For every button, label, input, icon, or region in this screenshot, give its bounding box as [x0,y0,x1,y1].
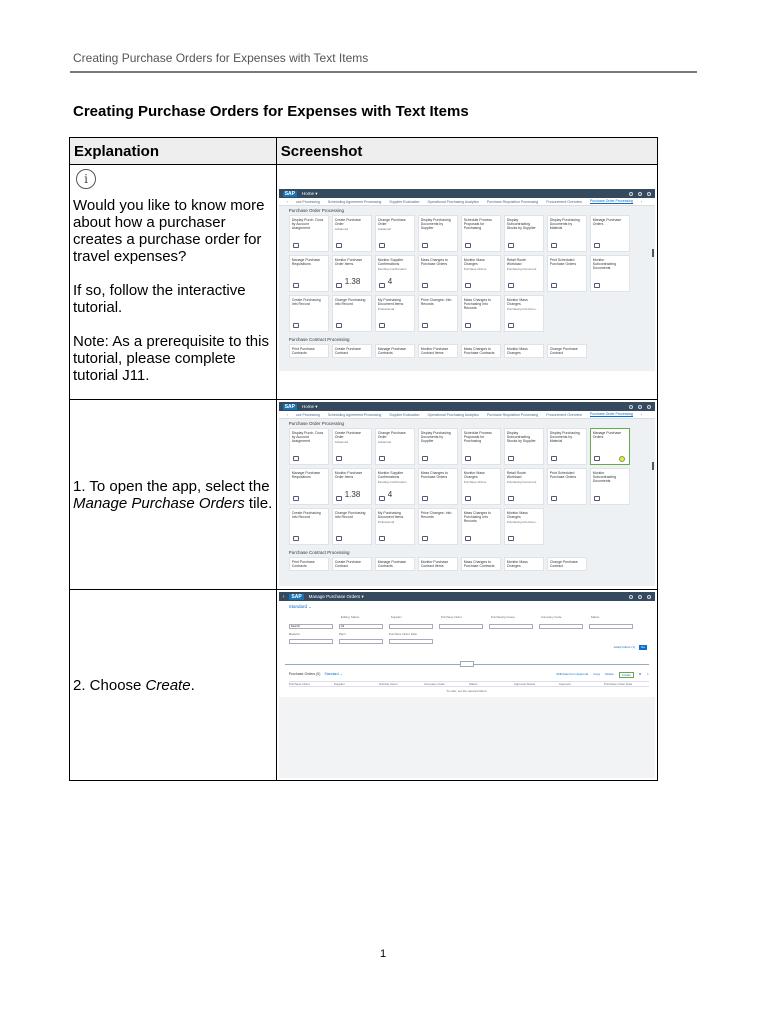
shell-icons [629,595,651,599]
app-tile[interactable] [332,468,372,505]
app-tile[interactable] [590,468,630,505]
tile-title: Change Purchase Order [377,431,406,439]
create-button[interactable]: Create [619,672,634,678]
app-tile[interactable] [504,468,544,505]
group-tab[interactable]: Purchase Order Processing [589,412,633,416]
filter-bar [289,615,649,655]
back-icon[interactable]: ‹ [282,593,285,600]
header-screenshot: Screenshot [276,138,657,165]
shell-bar [279,402,655,411]
withdraw-button[interactable]: Withdraw from Approval [556,672,589,676]
scrollbar [652,462,654,470]
tile-icon [336,283,342,288]
filter-label: Supplier [390,615,402,619]
column-header[interactable]: Number Items [378,682,398,686]
app-tile[interactable] [418,255,458,292]
tile-icon [465,536,471,541]
app-tile[interactable]: Monitor Purchase Contract Items [418,344,458,358]
filter-label: Plant [338,632,346,636]
tile-icon [336,323,342,328]
tile-icon [293,456,299,461]
app-tile[interactable] [418,508,458,545]
app-tile[interactable] [547,215,587,252]
bell-icon [638,405,642,409]
tile-icon [336,456,342,461]
tile-icon [551,496,557,501]
group-tab[interactable]: ‹ [286,199,288,204]
app-tile[interactable] [461,508,501,545]
tile-title: Mass Changes to Purchase Orders [420,471,448,479]
shell-bar [279,592,655,601]
step-text: 1. To open the app, select the [73,477,270,495]
material-input[interactable] [289,639,333,644]
group-tab[interactable]: uce Processing [295,412,320,417]
table-title: Purchase Orders (0) [288,672,321,676]
tile-title: Create Purchasing Info Record [291,298,321,306]
sap-logo: SAP [284,403,295,410]
tile-icon [594,283,600,288]
screenshot-cell [276,400,657,590]
app-tile[interactable]: Change Purchase Contract [547,344,587,358]
tile-kpi: 4 [387,490,393,499]
table-variant[interactable]: Standard ⌄ [324,672,343,676]
app-tile[interactable]: Create Purchase Contract [332,344,372,358]
group-tab[interactable]: Supplier Evaluation [389,412,420,417]
group-tab[interactable]: uce Processing [295,199,320,204]
tile-title: Display Purchasing Documents by Supplier [420,431,451,443]
tile-icon [336,496,342,501]
app-tile[interactable] [504,428,544,465]
tile-title: Display Purch. Docs by Account Assignment [291,431,324,443]
tile-icon [379,496,385,501]
tile-icon [551,243,557,248]
contract-tile-grid [279,557,655,571]
app-tile[interactable] [547,468,587,505]
app-tile[interactable] [461,215,501,252]
app-tile[interactable] [375,255,415,292]
app-tile[interactable] [289,428,329,465]
tile-title: Monitor Mass Changes [463,258,485,266]
po-app-screenshot [279,592,655,778]
tile-grid [279,215,655,332]
group-tab[interactable]: ‹ [286,412,288,417]
app-tile[interactable] [504,508,544,545]
table-row [70,400,658,590]
shell-title: Home ▾ [302,190,318,196]
app-title[interactable]: Manage Purchase Orders ▾ [308,593,364,599]
column-header[interactable]: Purchase Order Date [603,682,633,686]
column-header[interactable]: Company Code [423,682,445,686]
shell-title: Home ▾ [302,403,318,409]
tile-title: Price Changes: Info Records [420,511,452,519]
tile-subtitle: Professional [377,307,395,311]
app-tile[interactable]: Monitor Purchase Contract Items [418,557,458,571]
tile-title: Monitor Supplier Confirmations [377,258,404,266]
tile-icon [293,243,299,248]
step-text: 2. Choose [73,676,146,694]
variant-selector[interactable]: Standard ⌄ [288,604,313,609]
document-title: Creating Purchase Orders for Expenses with Text Items [73,103,469,120]
tile-title: Mass Changes to Purchasing Info Records [463,298,491,310]
tile-title: Monitor Purchase Order Items [334,471,363,479]
tile-title: Monitor Purchase Order Items [334,258,363,266]
app-tile[interactable] [461,428,501,465]
tile-subtitle: Purchasing Info Reco... [506,520,538,524]
tile-icon [422,496,428,501]
settings-icon[interactable]: ⚙ [638,672,642,676]
search-icon [629,595,633,599]
section-title: Purchase Contract Processing [288,550,350,555]
tile-title: Display Subcontracting Stocks by Supplier [506,431,536,443]
tile-icon [551,456,557,461]
group-tab[interactable]: Supplier Evaluation [389,199,420,204]
plant-input[interactable] [339,639,383,644]
tile-grid [279,428,655,545]
app-tile[interactable] [375,215,415,252]
tile-icon [379,456,385,461]
empty-area [279,697,655,778]
search-icon [629,405,633,409]
export-icon[interactable]: ⇩ [646,672,649,676]
editing-status-select[interactable]: All [339,624,383,629]
app-tile[interactable] [461,468,501,505]
tile-icon [293,496,299,501]
explanation-cell [70,165,277,400]
app-tile[interactable] [590,428,630,465]
section-title: Purchase Contract Processing [288,337,350,342]
tile-title: Print Scheduled Purchase Orders [549,258,577,266]
table-column-headers [289,681,649,687]
tile-title: Mass Changes to Purchasing Info Records [463,511,491,523]
tile-icon [379,283,385,288]
app-tile[interactable]: Create Purchase Contract [332,557,372,571]
tile-title: Create Purchasing Info Record [291,511,321,519]
tile-title: Monitor Subcontracting Documents [592,471,617,483]
filter-label: Purchasing Group [490,615,515,619]
search-icon [629,192,633,196]
tile-icon [465,456,471,461]
tile-subtitle: Purchasing Info Reco... [506,307,538,311]
tile-icon [594,243,600,248]
filter-label: Editing Status [340,615,360,619]
app-tile[interactable] [418,295,458,332]
filter-label: Status [590,615,600,619]
tile-icon [293,536,299,541]
group-tab[interactable]: Operational Purchasing Analytics [427,412,479,417]
filter-label: Purchase Order [440,615,462,619]
tile-kpi: 4 [387,277,393,286]
app-tile[interactable] [375,508,415,545]
tile-icon [594,456,600,461]
header-explanation: Explanation [70,138,277,165]
app-tile[interactable] [418,215,458,252]
app-tile[interactable] [504,255,544,292]
delete-button[interactable]: Delete [605,672,614,676]
tile-icon [336,536,342,541]
group-tabs [279,198,655,206]
tile-icon [508,323,514,328]
sap-logo: SAP [284,190,295,197]
group-tab[interactable]: Operational Purchasing Analytics [427,199,479,204]
table-toolbar [289,672,649,679]
column-header[interactable]: Approval Status [513,682,536,686]
user-icon [647,405,651,409]
tile-subtitle: Purchasing Document [506,267,537,271]
follow-paragraph: If so, follow the interactive tutorial. [73,282,246,316]
tile-title: Display Purchasing Documents by Material [549,431,580,443]
tile-subtitle: Advanced [334,227,349,231]
app-tile[interactable] [418,468,458,505]
app-tile[interactable] [547,255,587,292]
tile-icon [465,496,471,501]
tile-icon [551,283,557,288]
group-tabs [279,411,655,419]
user-icon [647,192,651,196]
tile-icon [293,323,299,328]
shell-bar [279,189,655,198]
tile-title: Monitor Mass Changes [506,511,528,519]
app-tile[interactable] [418,428,458,465]
note-paragraph: Note: As a prerequisite to this tutorial, please complete tutorial J11. [73,333,269,384]
tile-title: Monitor Mass Changes [506,298,528,306]
tile-title: Create Purchase Order [334,218,361,226]
tile-title: Monitor Mass Changes [463,471,485,479]
app-tile[interactable] [289,215,329,252]
tile-icon [379,323,385,328]
group-tab[interactable]: Purchase Order Processing [589,199,633,203]
tile-icon [336,243,342,248]
screenshot-cell [276,165,657,400]
tile-icon [422,283,428,288]
group-tab[interactable]: Procurement Overview [546,412,582,417]
bell-icon [638,595,642,599]
search-input[interactable]: Search [289,624,333,629]
step-emphasis: Manage Purchase Orders [73,494,245,512]
explanation-cell [70,590,277,781]
tile-subtitle: Professional [377,520,395,524]
tile-subtitle: Purchase Orders [463,480,487,484]
app-body [279,601,655,778]
intro-paragraph: Would you like to know more about how a purchaser creates a purchase order for travel expenses? [73,197,265,265]
purchase-order-date-input[interactable] [389,639,433,644]
tile-title: Monitor Subcontracting Documents [592,258,617,270]
column-header[interactable]: Approver [558,682,572,686]
tile-subtitle: Advanced [377,440,392,444]
scrollbar [652,249,654,257]
app-tile[interactable] [289,508,329,545]
tile-icon [379,243,385,248]
app-tile[interactable]: Monitor Mass Changes [504,344,544,358]
tile-title: Manage Purchase Requisitions [291,471,321,479]
tile-kpi: 1.38 [344,277,361,286]
tile-title: Price Changes: Info Records [420,298,452,306]
tile-kpi: 1.38 [344,490,361,499]
user-icon [647,595,651,599]
tile-title: Manage Purchase Orders [592,218,622,226]
collapse-header-button[interactable] [460,661,474,667]
tile-title: Schedule Process Proposals for Purchasing [463,431,492,443]
section-title: Purchase Order Processing [288,208,344,213]
app-tile[interactable] [590,255,630,292]
tile-icon [379,536,385,541]
group-tab[interactable]: Purchase Requisition Processing [486,412,539,417]
tile-title: Change Purchase Order [377,218,406,226]
group-tab[interactable]: Procurement Overview [546,199,582,204]
app-tile[interactable] [547,428,587,465]
company-code-input[interactable] [539,624,583,629]
filter-label: Purchase Order Date [388,632,418,636]
purchasing-group-input[interactable] [489,624,533,629]
tile-subtitle: Purchasing Document [506,480,537,484]
tile-icon [422,456,428,461]
app-tile[interactable] [289,255,329,292]
tile-title: Display Purchasing Documents by Supplier [420,218,451,230]
app-tile[interactable] [504,295,544,332]
tile-subtitle: Pending Confirmation [377,267,407,271]
app-tile[interactable] [461,255,501,292]
supplier-input[interactable] [389,624,433,629]
app-tile[interactable] [332,508,372,545]
group-tab[interactable]: Scheduling Agreement Processing [327,199,382,204]
tile-title: Retail Route Workload [506,471,526,479]
filter-label: Company Code [540,615,562,619]
app-tile[interactable]: Mass Changes to Purchase Contracts [461,344,501,358]
app-tile[interactable]: Change Purchase Contract [547,557,587,571]
step-emphasis: Create [145,676,191,694]
tile-icon [422,323,428,328]
step-text: . [190,676,195,694]
tile-title: Mass Changes to Purchase Orders [420,258,448,266]
section-title: Purchase Order Processing [288,421,344,426]
app-tile[interactable] [289,468,329,505]
tile-icon [508,243,514,248]
tile-icon [293,283,299,288]
purchase-order-input[interactable] [439,624,483,629]
tile-title: My Purchasing Document Items [377,298,404,306]
app-tile[interactable] [332,295,372,332]
app-tile[interactable] [375,428,415,465]
group-tab[interactable]: › [640,412,643,417]
tile-title: Schedule Process Proposals for Purchasing [463,218,492,230]
tile-icon [594,496,600,501]
shell-icons [629,192,651,196]
running-header: Creating Purchase Orders for Expenses with Text Items [73,51,369,65]
toolbar-actions [556,672,649,678]
group-tab[interactable]: Scheduling Agreement Processing [327,412,382,417]
info-icon: i [76,169,96,189]
tile-title: Display Purch. Docs by Account Assignment [291,218,324,230]
app-tile[interactable] [289,295,329,332]
tile-subtitle: Advanced [334,440,349,444]
launchpad-screenshot [279,402,655,586]
column-header[interactable]: Status [468,682,478,686]
tile-subtitle: Pending Confirmation [377,480,407,484]
column-header[interactable]: Supplier [333,682,345,686]
tile-title: Retail Route Workload [506,258,526,266]
page-number: 1 [380,948,387,960]
adapt-filters-link[interactable]: Adapt Filters (1) [613,645,635,649]
no-data-text: To start, set the relevant filters. [446,689,488,693]
table-row [70,165,658,400]
screenshot-cell [276,590,657,781]
status-select[interactable] [589,624,633,629]
copy-button[interactable]: Copy [593,672,601,676]
tile-subtitle: Advanced [377,227,392,231]
tile-icon [422,243,428,248]
tile-icon [508,456,514,461]
app-tile[interactable]: Mass Changes to Purchase Contracts [461,557,501,571]
app-tile[interactable] [332,255,372,292]
app-tile[interactable]: Print Purchase Contracts [289,557,329,571]
tile-title: My Purchasing Document Items [377,511,404,519]
go-button[interactable]: Go [640,645,645,649]
shell-icons [629,405,651,409]
app-tile[interactable]: Print Purchase Contracts [289,344,329,358]
tile-icon [465,243,471,248]
tile-title: Monitor Supplier Confirmations [377,471,404,479]
launchpad-screenshot [279,189,655,371]
app-tile[interactable] [375,468,415,505]
tile-icon [465,283,471,288]
group-tab[interactable]: › [640,199,643,204]
tile-icon [465,323,471,328]
app-tile[interactable]: Monitor Mass Changes [504,557,544,571]
tile-title: Manage Purchase Orders [592,431,622,439]
table-row [70,590,658,781]
tile-title: Change Purchasing Info Record [334,511,366,519]
tile-title: Change Purchasing Info Record [334,298,366,306]
explanation-cell [70,400,277,590]
app-tile[interactable] [590,215,630,252]
tile-icon [508,496,514,501]
tile-icon [422,536,428,541]
contract-tile-grid [279,344,655,358]
app-tile[interactable]: Manage Purchase Contracts [375,557,415,571]
filter-label: Material [288,632,300,636]
header-divider [70,71,697,73]
tutorial-table [69,137,658,781]
app-tile[interactable] [332,215,372,252]
sap-logo: SAP [291,593,302,600]
tile-title: Display Subcontracting Stocks by Supplier [506,218,536,230]
tile-title: Display Purchasing Documents by Material [549,218,580,230]
column-header[interactable]: Purchase Order [288,682,310,686]
group-tab[interactable]: Purchase Requisition Processing [486,199,539,204]
tile-title: Print Scheduled Purchase Orders [549,471,577,479]
tile-icon [508,536,514,541]
tile-title: Create Purchase Order [334,431,361,439]
tile-icon [508,283,514,288]
callout-marker [619,456,625,462]
app-tile[interactable]: Manage Purchase Contracts [375,344,415,358]
step-text: tile. [244,494,273,512]
app-tile[interactable] [504,215,544,252]
app-tile[interactable] [461,295,501,332]
tile-subtitle: Purchase Orders [463,267,487,271]
app-tile[interactable] [332,428,372,465]
app-tile[interactable] [375,295,415,332]
tile-title: Manage Purchase Requisitions [291,258,321,266]
bell-icon [638,192,642,196]
